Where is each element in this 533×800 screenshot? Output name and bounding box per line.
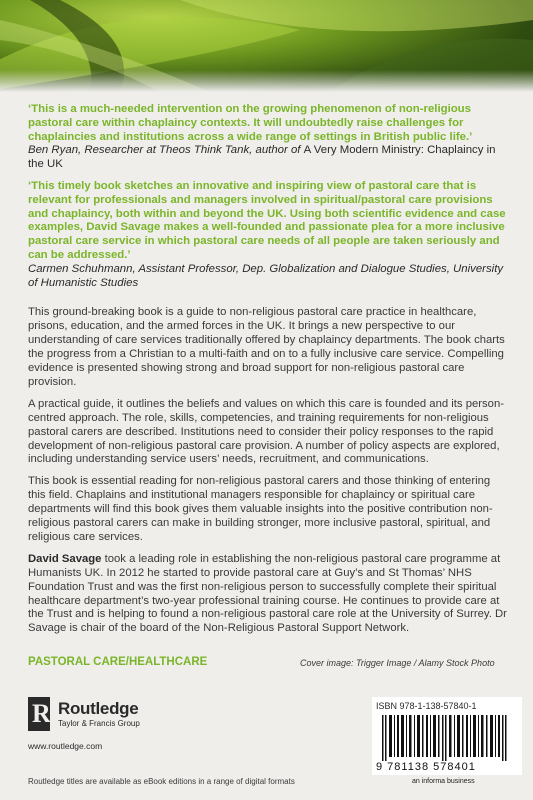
back-cover-text bbox=[28, 103, 508, 644]
cover-image-credit: Cover image: Trigger Image / Alamy Stock Photo bbox=[300, 658, 495, 668]
description-paragraph: This book is essential reading for non-religious pastoral carers and those thinking of entering this field. Chaplains and institutional managers responsible for chaplaincy or spiritual care departments will find this book gives them valuable insights into the positive contribution non-religious pastoral carers can make in building stronger, more inclusive pastoral, spiritual, and religious care services. bbox=[28, 475, 493, 543]
endorsement-quote: ‘This timely book sketches an innovative and inspiring view of pastoral care that is relevant for professionals and managers involved in spiritual/pastoral care provisions and chaplaincy, both within and beyond the UK. Using both scientific evidence and case examples, David Savage makes a well-founded and passionate plea for a more inclusive pastoral care service in which pastoral care needs of all people are taken seriously and can be addressed.’ bbox=[28, 179, 506, 261]
subject-category: PASTORAL CARE/HEALTHCARE bbox=[28, 656, 208, 668]
endorsement-attribution: Carmen Schuhmann, Assistant Professor, Dep. Globalization and Dialogue Studies, University of Humanistic Studies bbox=[28, 262, 504, 289]
description-paragraph: A practical guide, it outlines the beliefs and values on which this care is founded and its person-centred approach. The role, skills, competencies, and training requirements for non-religious pastoral carers are described. Institutions need to consider their policy responses to the rapid development of non-religious pastoral care provision. A number of policy aspects are explored, including understanding service users’ needs, recruitment, and communications. bbox=[28, 397, 505, 466]
isbn-barcode bbox=[372, 697, 522, 775]
barcode-icon bbox=[378, 715, 516, 761]
barcode-digits: 9 781138 578401 bbox=[376, 761, 476, 773]
author-bio: David Savage took a leading role in establishing the non-religious pastoral care programme at Humanists UK. In 2012 he started to provide pastoral care at Guy’s and St Thomas’ NHS Foundation Trust and was the first non-religious person to successfully complete their spiritual healthcare department’s two-year professional training course. He continues to provide care at the Trust and is helping to found a non-religious pastoral care role at the University of Surrey. Dr Savage is chair of the board of the Non-Religious Pastoral Support Network. bbox=[28, 552, 507, 635]
endorsement-quote: ‘This is a much-needed intervention on the growing phenomenon of non-religious pastoral care within chaplaincy contexts. It will undoubtedly raise challenges for chaplaincies and institutions across a wide range of settings in British public life.’ bbox=[28, 103, 473, 143]
cover-photo-leaves bbox=[0, 0, 533, 92]
isbn-label: ISBN 978-1-138-57840-1 bbox=[376, 701, 477, 711]
description-paragraph: This ground-breaking book is a guide to non-religious pastoral care practice in healthcare, prisons, education, and the armed forces in the UK. It brings a new perspective to our understanding of care services traditionally offered by chaplaincy departments. The book charts the progress from a Christian to a multi-faith and on to a fully inclusive care service. Compelling evidence is presented showing strong and broad support for non-religious pastoral care provision. bbox=[28, 306, 505, 388]
routledge-mark-icon: R bbox=[28, 697, 50, 731]
publisher-url: www.routledge.com bbox=[28, 741, 103, 751]
routledge-logo: R Routledge Taylor & Francis Group bbox=[28, 697, 248, 747]
endorsement-attribution: Ben Ryan, Researcher at Theos Think Tank, author of A Very Modern Ministry: Chaplaincy in the UK bbox=[28, 144, 496, 171]
ebook-notice: Routledge titles are available as eBook editions in a range of digital formats bbox=[28, 777, 295, 786]
informa-label: an informa business bbox=[412, 778, 475, 785]
